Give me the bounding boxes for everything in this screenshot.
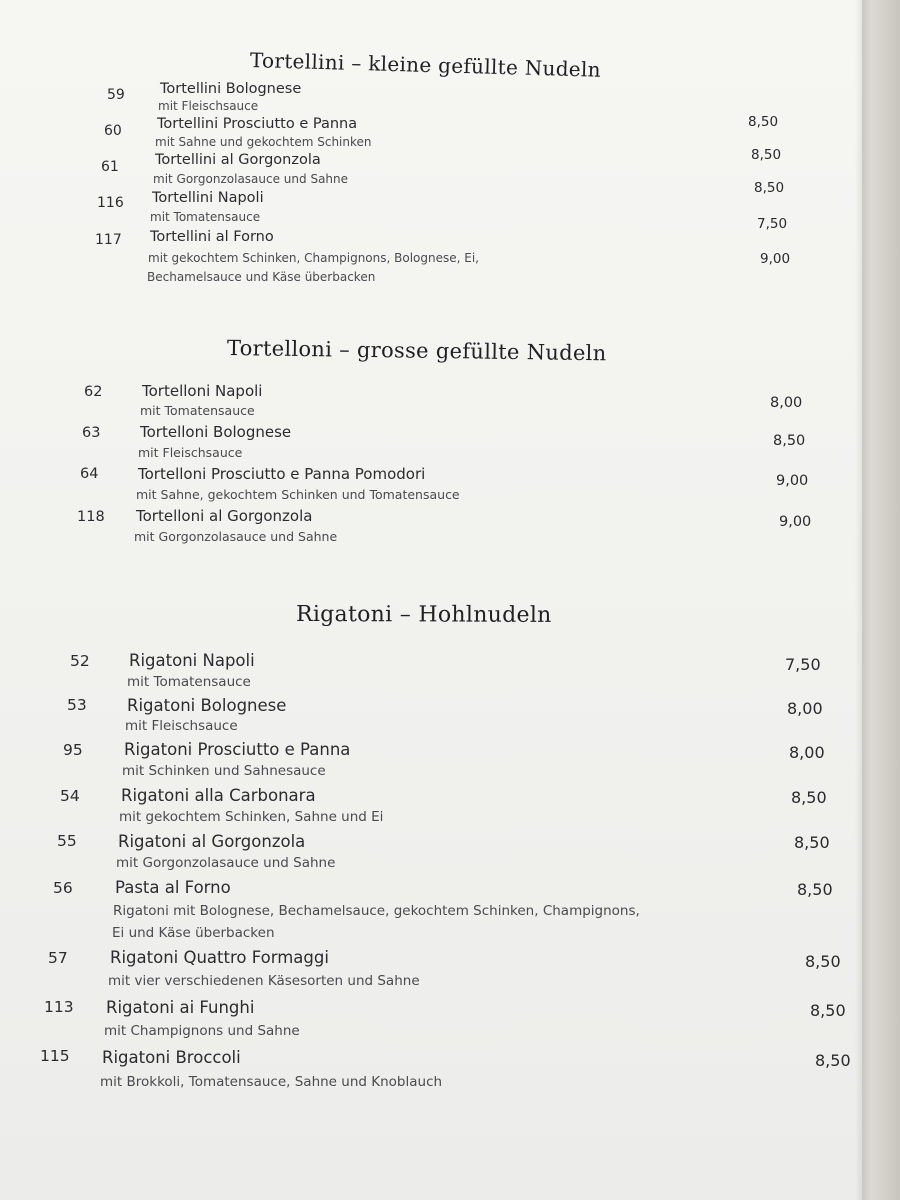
item-name: Rigatoni Napoli (129, 651, 255, 671)
item-description: mit vier verschiedenen Käsesorten und Sahne (108, 972, 420, 989)
item-name: Rigatoni al Gorgonzola (118, 832, 306, 852)
item-name: Tortellini Bolognese (160, 81, 302, 98)
item-number: 62 (84, 384, 103, 401)
item-number: 95 (63, 741, 83, 760)
item-price: 7,50 (757, 215, 788, 232)
item-description: mit Gorgonzolasauce und Sahne (153, 171, 349, 186)
item-number: 117 (95, 232, 122, 249)
item-description: mit Sahne, gekochtem Schinken und Tomatensauce (136, 486, 460, 502)
item-number: 64 (80, 466, 99, 483)
item-number: 54 (60, 787, 80, 806)
item-number: 52 (70, 652, 90, 671)
item-name: Tortelloni Prosciutto e Panna Pomodori (138, 465, 426, 483)
section-title: Rigatoni – Hohlnudeln (295, 602, 552, 628)
item-name: Rigatoni Quattro Formaggi (110, 948, 329, 968)
item-price: 8,50 (754, 179, 785, 196)
item-price: 8,50 (748, 113, 779, 130)
section-title: Tortelloni – grosse gefüllte Nudeln (226, 336, 607, 366)
item-number: 57 (48, 949, 68, 968)
item-name: Tortelloni Napoli (142, 382, 263, 400)
item-price: 8,50 (751, 146, 782, 163)
item-description: mit Fleischsauce (158, 98, 259, 113)
item-name: Tortellini Napoli (152, 190, 264, 207)
item-description: Bechamelsauce und Käse überbacken (147, 270, 376, 284)
item-price: 9,00 (776, 473, 809, 490)
item-name: Rigatoni ai Funghi (106, 998, 255, 1018)
item-name: Rigatoni Bolognese (127, 696, 287, 716)
item-number: 116 (97, 195, 124, 212)
item-price: 8,50 (794, 833, 830, 853)
item-price: 8,00 (770, 395, 803, 412)
item-price: 9,00 (779, 514, 812, 531)
item-price: 8,50 (805, 952, 841, 972)
item-number: 113 (44, 998, 74, 1017)
item-description: Rigatoni mit Bolognese, Bechamelsauce, gekochtem Schinken, Champignons, (113, 902, 640, 919)
item-description: Ei und Käse überbacken (112, 924, 275, 941)
item-number: 60 (104, 123, 122, 140)
item-price: 8,50 (797, 880, 833, 900)
item-name: Rigatoni alla Carbonara (121, 786, 316, 806)
item-name: Pasta al Forno (115, 878, 231, 898)
item-number: 61 (101, 159, 119, 176)
item-price: 8,00 (789, 743, 825, 763)
item-description: mit Tomatensauce (127, 673, 251, 690)
item-price: 8,50 (815, 1051, 851, 1071)
item-number: 55 (57, 832, 77, 851)
item-description: mit Gorgonzolasauce und Sahne (116, 854, 336, 871)
section-title: Tortellini – kleine gefüllte Nudeln (249, 48, 602, 82)
item-description: mit Gorgonzolasauce und Sahne (134, 528, 338, 544)
item-name: Tortellini al Forno (150, 229, 274, 246)
item-price: 9,00 (760, 250, 791, 267)
item-number: 115 (40, 1047, 70, 1066)
item-price: 8,50 (791, 788, 827, 808)
item-name: Rigatoni Prosciutto e Panna (124, 740, 351, 760)
item-description: mit Fleischsauce (138, 444, 243, 460)
item-number: 56 (53, 879, 73, 898)
item-price: 8,50 (773, 433, 806, 450)
item-price: 8,50 (810, 1001, 846, 1021)
item-description: mit Schinken und Sahnesauce (122, 762, 326, 779)
item-number: 53 (67, 696, 87, 715)
item-number: 63 (82, 425, 101, 442)
item-description: mit Sahne und gekochtem Schinken (155, 134, 372, 149)
item-description: mit gekochtem Schinken, Champignons, Bolognese, Ei, (148, 250, 479, 265)
item-name: Tortellini Prosciutto e Panna (157, 116, 358, 133)
item-number: 59 (107, 87, 125, 104)
item-price: 7,50 (785, 655, 821, 675)
item-name: Rigatoni Broccoli (102, 1048, 241, 1068)
item-name: Tortelloni Bolognese (140, 423, 292, 441)
item-description: mit gekochtem Schinken, Sahne und Ei (119, 808, 384, 825)
item-description: mit Tomatensauce (150, 209, 261, 224)
item-description: mit Champignons und Sahne (104, 1022, 300, 1039)
item-description: mit Tomatensauce (140, 402, 255, 418)
item-description: mit Brokkoli, Tomatensauce, Sahne und Knoblauch (100, 1073, 443, 1090)
item-description: mit Fleischsauce (125, 717, 238, 734)
item-name: Tortellini al Gorgonzola (155, 152, 321, 169)
item-number: 118 (77, 509, 105, 526)
item-name: Tortelloni al Gorgonzola (136, 507, 313, 525)
item-price: 8,00 (787, 699, 823, 719)
